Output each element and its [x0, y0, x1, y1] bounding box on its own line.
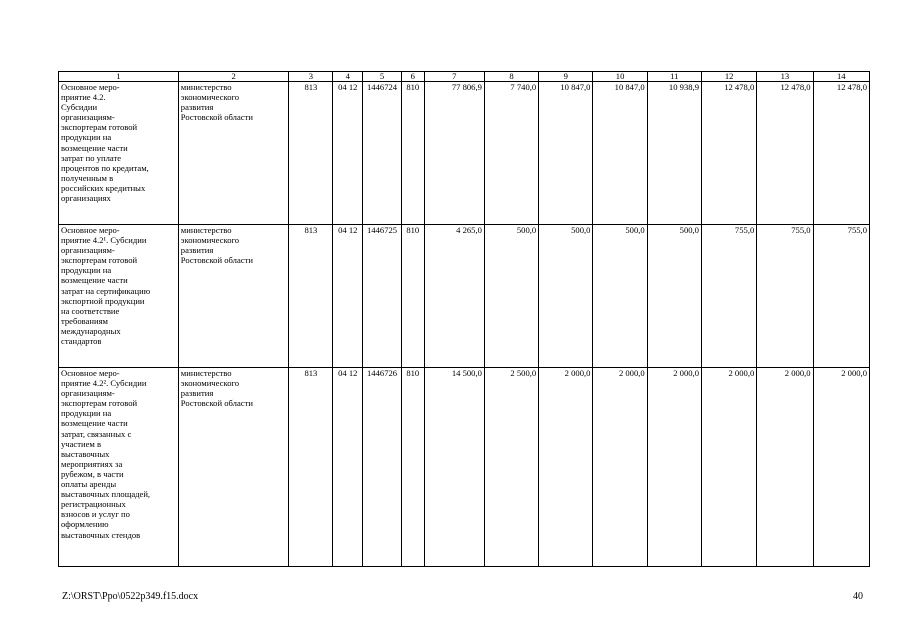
measure-name: Основное меро- приятие 4.2. Субсидии организациям- экспортерам готовой продукции на возмещение части затрат по уплате процентов по кредитам, полученным в российских кредитных организациях [59, 82, 179, 225]
executor-name: министерство экономического развития Ростовской области [178, 225, 289, 368]
amount-year: 12 478,0 [701, 82, 756, 225]
rzpr-code: 04 12 [333, 82, 363, 225]
csr-code: 1446724 [363, 82, 402, 225]
column-number: 13 [757, 72, 813, 82]
amount-year: 7 740,0 [484, 82, 538, 225]
column-number: 6 [402, 72, 425, 82]
vr-code: 810 [402, 225, 425, 368]
amount-total: 4 265,0 [424, 225, 484, 368]
grbs-code: 813 [289, 82, 333, 225]
column-number: 4 [333, 72, 363, 82]
amount-year: 10 938,9 [647, 82, 701, 225]
column-number: 12 [701, 72, 756, 82]
executor-name: министерство экономического развития Ростовской области [178, 82, 289, 225]
amount-year: 2 000,0 [757, 368, 813, 567]
column-number: 10 [593, 72, 647, 82]
vr-code: 810 [402, 82, 425, 225]
column-number-row [59, 72, 870, 82]
footer-file-path: Z:\ORST\Ppo\0522p349.f15.docx [62, 591, 199, 602]
csr-code: 1446725 [363, 225, 402, 368]
amount-year: 10 847,0 [539, 82, 593, 225]
measure-name: Основное меро- приятие 4.2². Субсидии организациям- экспортерам готовой продукции на возмещение части затрат, связанных с участием в выставочных мероприятиях за рубежом, в части оплаты аренды выставочных площадей, регистрационных взносов и услуг по оформлению выставочных стендов [59, 368, 179, 567]
column-number: 2 [178, 72, 289, 82]
amount-year: 2 500,0 [484, 368, 538, 567]
amount-total: 77 806,9 [424, 82, 484, 225]
table-row [59, 368, 870, 567]
executor-name: министерство экономического развития Ростовской области [178, 368, 289, 567]
amount-year: 2 000,0 [539, 368, 593, 567]
table-row [59, 225, 870, 368]
amount-year: 12 478,0 [757, 82, 813, 225]
column-number: 5 [363, 72, 402, 82]
amount-year: 755,0 [701, 225, 756, 368]
table-row [59, 82, 870, 225]
amount-year: 2 000,0 [701, 368, 756, 567]
amount-year: 12 478,0 [813, 82, 869, 225]
column-number: 9 [539, 72, 593, 82]
rzpr-code: 04 12 [333, 368, 363, 567]
amount-year: 2 000,0 [647, 368, 701, 567]
column-number: 1 [59, 72, 179, 82]
amount-year: 500,0 [484, 225, 538, 368]
amount-year: 500,0 [593, 225, 647, 368]
amount-total: 14 500,0 [424, 368, 484, 567]
amount-year: 500,0 [647, 225, 701, 368]
budget-table [58, 71, 870, 567]
grbs-code: 813 [289, 225, 333, 368]
amount-year: 2 000,0 [593, 368, 647, 567]
amount-year: 755,0 [813, 225, 869, 368]
column-number: 11 [647, 72, 701, 82]
page-number: 40 [853, 591, 863, 602]
amount-year: 2 000,0 [813, 368, 869, 567]
amount-year: 10 847,0 [593, 82, 647, 225]
measure-name: Основное меро- приятие 4.2¹. Субсидии организациям- экспортерам готовой продукции на возмещение части затрат на сертификацию экспортной продукции на соответствие требованиям международных стандартов [59, 225, 179, 368]
column-number: 8 [484, 72, 538, 82]
column-number: 14 [813, 72, 869, 82]
column-number: 3 [289, 72, 333, 82]
csr-code: 1446726 [363, 368, 402, 567]
amount-year: 500,0 [539, 225, 593, 368]
grbs-code: 813 [289, 368, 333, 567]
column-number: 7 [424, 72, 484, 82]
rzpr-code: 04 12 [333, 225, 363, 368]
amount-year: 755,0 [757, 225, 813, 368]
vr-code: 810 [402, 368, 425, 567]
